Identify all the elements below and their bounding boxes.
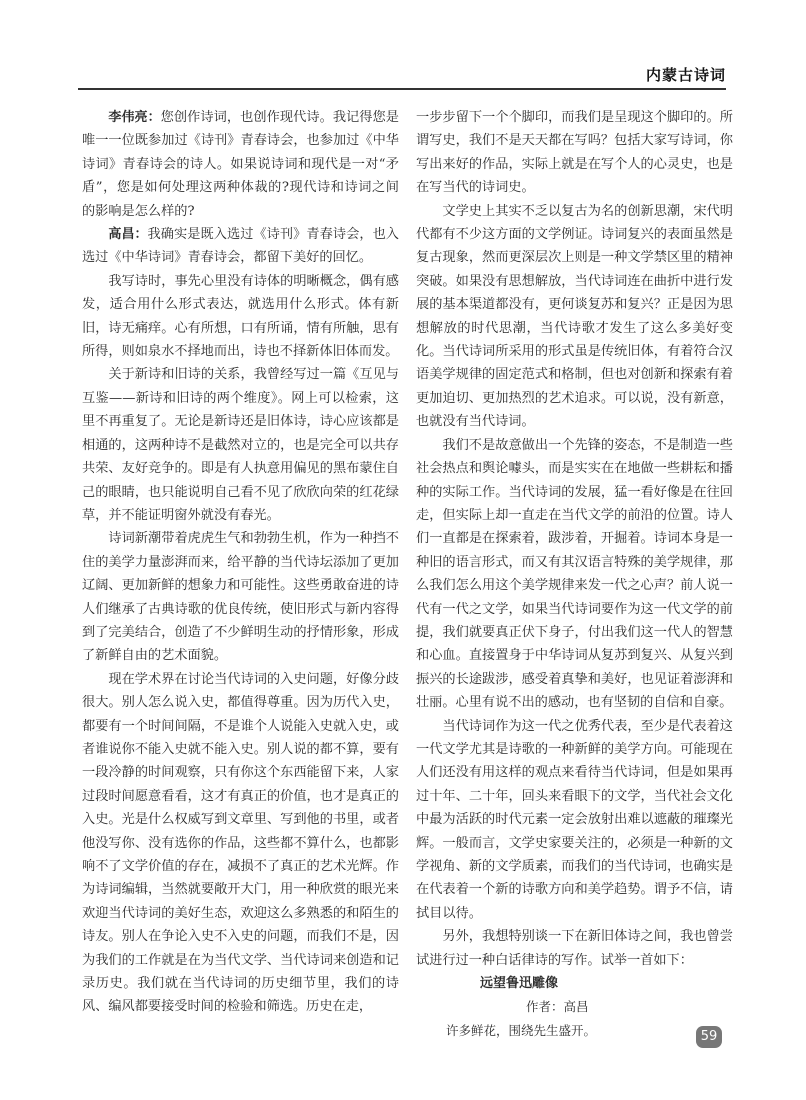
paragraph [82, 223, 399, 270]
paragraph: 一步步留下一个个脚印，而我们是呈现这个脚印的。所谓写史，我们不是天天都在写吗？包括大家写诗词，你写出来好的作品，实际上就是在写个人的心灵史，也是在写当代的诗词史。 [416, 110, 733, 196]
right-text-column [416, 106, 733, 1042]
paragraph: 现在学术界在讨论当代诗词的入史问题，好像分歧很大。别人怎么说入史，都值得尊重。因为历代入史，都要有一个时间间隔，不是谁个人说能入史就入史，或者谁说你不能入史就不能入史。别人说的都不算，要有一段冷静的时间观察，只有你这个东西能留下来，人家过段时间愿意看看，这才有真正的价值，也才是真正的入史。光是什么权威写到文章里、写到他的书里，或者他没写你、没有选你的作品，这些都不算什么，也都影响不了文学价值的存在，减损不了真正的艺术光辉。作为诗词编辑，当然就要敞开大门，用一种欣赏的眼光来欢迎当代诗词的美好生态，欢迎这么多熟悉的和陌生的诗友。别人在争论入史不入史的问题，而我们不是，因为我们的工作就是在为当代文学、当代诗词来创造和记录历史。我们就在当代诗词的历史细节里，我们的诗风、编风都要接受时间的检验和筛选。历史在走， [82, 671, 399, 1015]
poem-author: 作者：高昌 [526, 999, 589, 1015]
paragraph-text: 我确实是既入选过《诗刊》青春诗会，也入选过《中华诗词》青春诗会，都留下美好的回忆。 [82, 227, 399, 266]
poem-title: 远望鲁迅雕像 [480, 976, 559, 992]
header-divider [78, 88, 726, 90]
paragraph: 关于新诗和旧诗的关系，我曾经写过一篇《互见与互鉴——新诗和旧诗的两个维度》。网上可以检索，这里不再重复了。无论是新诗还是旧体诗，诗心应该都是相通的，这两种诗不是截然对立的，也是完全可以共存共荣、友好竞争的。即是有人执意用偏见的黑布蒙住自己的眼睛，也只能说明自己看不见了欣欣向荣的红花绿草，并不能证明窗外就没有春光。 [82, 367, 399, 523]
paragraph: 当代诗词作为这一代之优秀代表，至少是代表着这一代文学尤其是诗歌的一种新鲜的美学方向。可能现在人们还没有用这样的观点来看待当代诗词，但是如果再过十年、二十年，回头来看眼下的文学，当代社会文化中最为活跃的时代元素一定会放射出难以遮蔽的璀璨光辉。一般而言，文学史家要关注的，必须是一种新的文学视角、新的文学质素，而我们的当代诗词，也确实是在代表着一个新的诗歌方向和美学趋势。谓予不信，请拭目以待。 [416, 718, 733, 921]
paragraph: 诗词新潮带着虎虎生气和勃勃生机，作为一种挡不住的美学力量澎湃而来，给平静的当代诗坛添加了更加辽阔、更加新鲜的想象力和可能性。这些勇敢奋进的诗人们继承了古典诗歌的优良传统，使旧形式与新内容得到了完美结合，创造了不少鲜明生动的抒情形象，形成了新鲜自由的艺术面貌。 [82, 531, 399, 664]
speaker-label: 李伟亮： [108, 110, 161, 125]
paragraph: 我写诗时，事先心里没有诗体的明晰概念，偶有感发，适合用什么形式表达，就选用什么形式。体有新旧，诗无痛痒。心有所想，口有所诵，情有所触，思有所得，则如泉水不择地而出，诗也不择新体旧体而发。 [82, 273, 399, 360]
page-number-badge: 59 [696, 1026, 722, 1048]
magazine-section-title: 内蒙古诗词 [645, 66, 726, 84]
paragraph: 文学史上其实不乏以复古为名的创新思潮，宋代明代都有不少这方面的文学例证。诗词复兴的表面虽然是复古现象，然而更深层次上则是一种文学禁区里的精神突破。如果没有思想解放，当代诗词连在曲折中进行发展的基本渠道都没有，更何谈复苏和复兴？正是因为思想解放的时代思潮，当代诗歌才发生了这么多美好变化。当代诗词所采用的形式虽是传统旧体，有着符合汉语美学规律的固定范式和格制，但也对创新和探索有着更加迫切、更加热烈的艺术追求。可以说，没有新意，也就没有当代诗词。 [416, 203, 733, 430]
paragraph: 另外，我想特别谈一下在新旧体诗之间，我也曾尝试进行过一种白话律诗的写作。试举一首如下： [416, 929, 733, 968]
paragraph [82, 106, 399, 223]
paragraph: 我们不是故意做出一个先锋的姿态，不是制造一些社会热点和舆论噱头，而是实实在在地做一些耕耘和播种的实际工作。当代诗词的发展，猛一看好像是在往回走，但实际上却一直走在当代文学的前沿的位置。诗人们一直都是在探索着，跋涉着，开掘着。诗词本身是一种旧的语言形式，而又有其汉语言特殊的美学规律，那么我们怎么用这个美学规律来发一代之心声？前人说一代有一代之文学，如果当代诗词要作为这一代文学的前提，我们就要真正伏下身子，付出我们这一代人的智慧和心血。直接置身于中华诗词从复苏到复兴、从复兴到振兴的长途跋涉，感受着真挚和美好，也见证着澎湃和壮丽。心里有说不出的感动，也有坚韧的自信和自豪。 [416, 437, 733, 711]
left-text-column [82, 106, 399, 1019]
paragraph-text: 您创作诗词，也创作现代诗。我记得您是唯一一位既参加过《诗刊》青春诗会，也参加过《中华诗词》青春诗会的诗人。如果说诗词和现代是一对“矛盾”，您是如何处理这两种体裁的?现代诗和诗词之间的影响是怎么样的? [82, 110, 399, 219]
speaker-label: 高昌： [108, 227, 148, 243]
poem-line: 许多鲜花，围绕先生盛开。 [446, 1022, 597, 1038]
